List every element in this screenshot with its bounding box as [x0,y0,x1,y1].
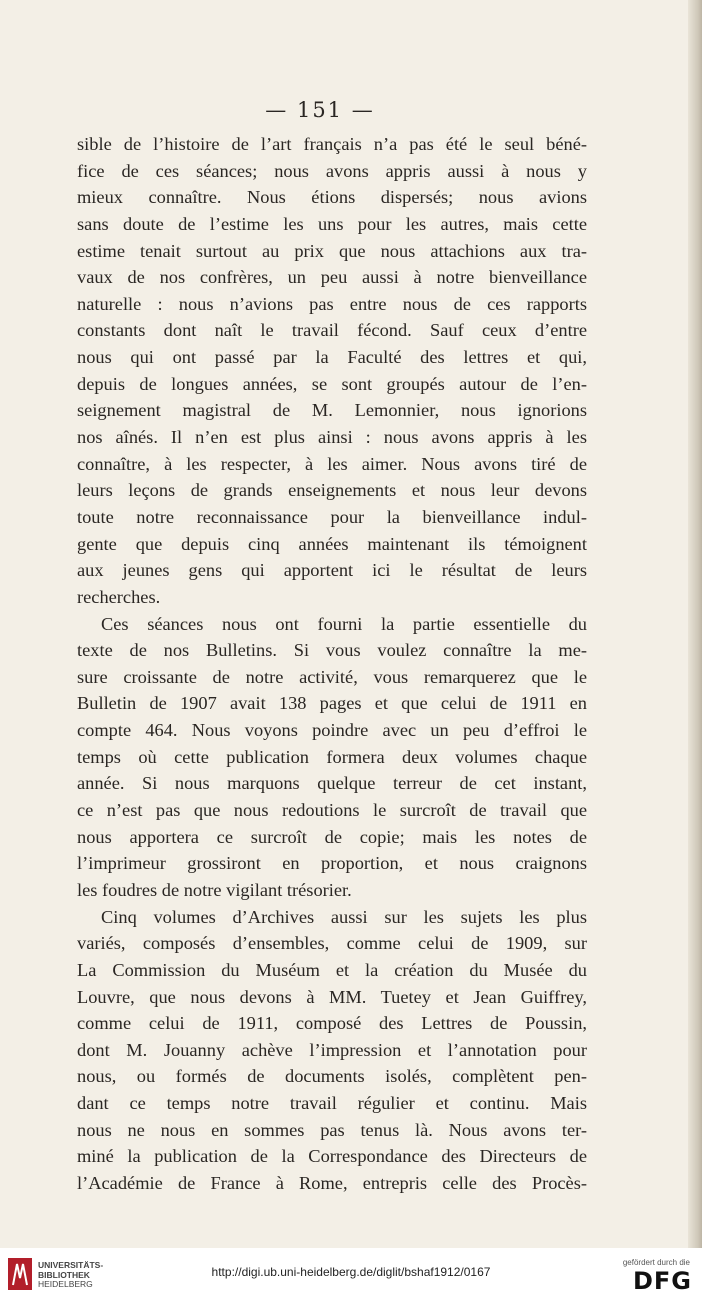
text-line: l’imprimeur grossiront en proportion, et nous craignons [77,853,587,874]
text-line: année. Si nous marquons quelque terreur de cet instant, [77,773,587,794]
text-line: estime tenait surtout au prix que nous attachions aux tra- [77,240,587,261]
text-line: variés, composés d’ensembles, comme celui de 1909, sur [77,933,587,954]
funding-label: gefördert durch die [622,1258,690,1267]
page-number: — 151 — [265,98,375,122]
text-line: seignement magistral de M. Lemonnier, nous ignorions [77,400,587,421]
text-line: les foudres de notre vigilant trésorier. [77,879,352,900]
text-line: compte 464. Nous voyons poindre avec un peu d’effroi le [77,720,587,741]
library-name-line: HEIDELBERG [38,1279,93,1289]
text-line: Ces séances nous ont fourni la partie essentielle du [101,613,587,634]
text-line: Cinq volumes d’Archives aussi sur les sujets les plus [101,906,587,927]
text-line: dont M. Jouanny achève l’impression et l’annotation pour [77,1039,587,1060]
text-line: naturelle : nous n’avions pas entre nous de ces rapports [77,293,587,314]
text-line: nous, ou formés de documents isolés, complètent pen- [77,1066,587,1087]
text-line: miné la publication de la Correspondance des Directeurs de [77,1146,587,1167]
footer-bar [0,1248,702,1300]
text-line: leurs leçons de grands enseignements et nous leur devons [77,480,587,501]
text-line: mieux connaître. Nous étions dispersés; nous avions [77,187,587,208]
text-line: dant ce temps notre travail régulier et continu. Mais [77,1093,587,1114]
text-line: nous ne nous en sommes pas tenus là. Nous avons ter- [77,1119,587,1140]
text-line: recherches. [77,586,161,607]
text-line: comme celui de 1911, composé des Lettres de Poussin, [77,1013,587,1034]
dfg-logo: DFG [632,1267,692,1295]
text-line: nous qui ont passé par la Faculté des lettres et qui, [77,347,587,368]
permalink-url[interactable]: http://digi.ub.uni-heidelberg.de/diglit/bshaf1912/0167 [211,1265,491,1279]
text-line: aux jeunes gens qui apportent ici le résultat de leurs [77,560,587,581]
text-line: connaître, à les respecter, à les aimer. Nous avons tiré de [77,453,587,474]
text-line: Bulletin de 1907 avait 138 pages et que celui de 1911 en [77,693,587,714]
text-line: sible de l’histoire de l’art français n’a pas été le seul béné- [77,134,587,154]
text-line: nous apportera ce surcroît de copie; mais les notes de [77,826,587,847]
text-line: fice de ces séances; nous avons appris aussi à nous y [77,160,587,181]
text-line: sure croissante de notre activité, vous remarquerez que le [77,666,587,687]
text-line: ce n’est pas que nous redoutions le surcroît de travail que [77,800,587,821]
library-name-line: UNIVERSITÄTS- [38,1260,104,1270]
library-name-line: BIBLIOTHEK [38,1269,90,1280]
text-line: constants dont naît le travail fécond. Sauf ceux d’entre [77,320,587,341]
text-line: La Commission du Muséum et la création du Musée du [77,959,587,980]
text-line: nos aînés. Il n’en est plus ainsi : nous avons appris à les [77,427,587,448]
text-line: vaux de nos confrères, un peu aussi à notre bienveillance [77,267,587,288]
body-text [77,131,587,1197]
text-line: temps où cette publication formera deux volumes chaque [77,746,587,767]
text-line: toute notre reconnaissance pour la bienveillance indul- [77,506,587,527]
text-line: sans doute de l’estime les uns pour les autres, mais cette [77,213,587,234]
text-line: gente que depuis cinq années maintenant ils témoignent [77,533,587,554]
text-line: Louvre, que nous devons à MM. Tuetey et Jean Guiffrey, [77,986,587,1007]
text-line: texte de nos Bulletins. Si vous voulez connaître la me- [77,640,587,661]
page-edge [688,0,702,1248]
text-line: depuis de longues années, se sont groupés autour de l’en- [77,373,587,394]
text-line: l’Académie de France à Rome, entrepris celle des Procès- [77,1172,587,1193]
